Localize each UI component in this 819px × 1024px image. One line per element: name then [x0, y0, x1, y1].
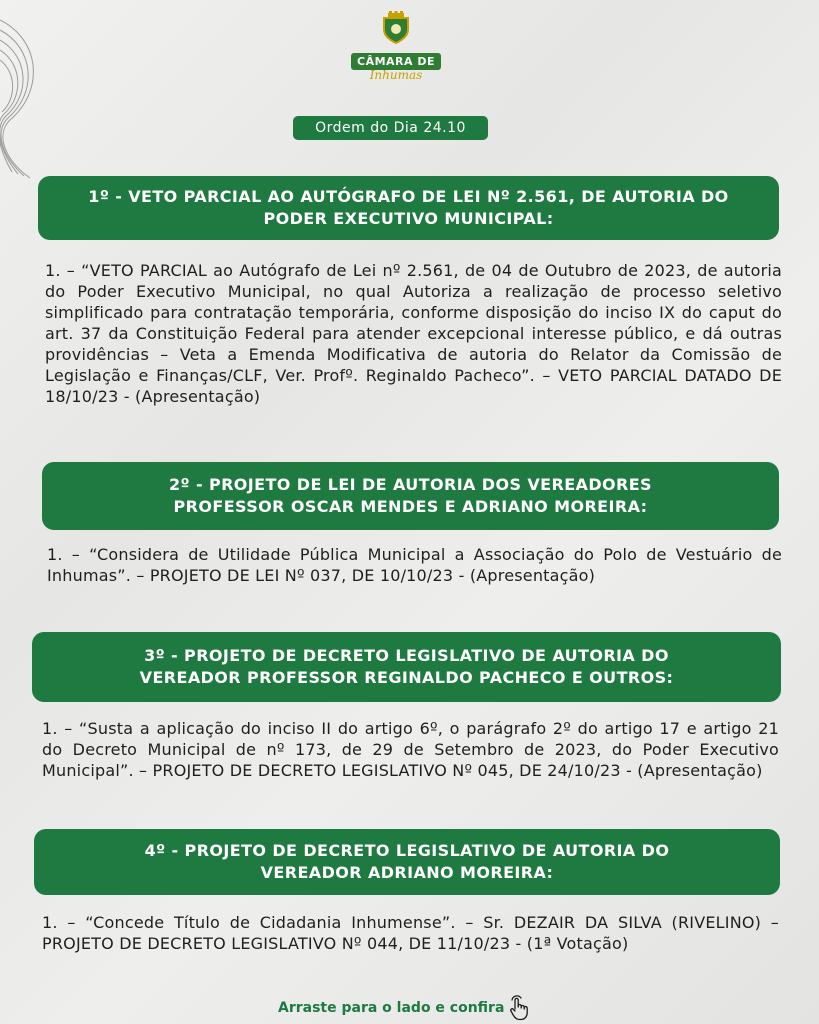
chamber-logo — [351, 10, 441, 82]
swipe-hint-text: Arraste para o lado e confira — [278, 1000, 505, 1016]
section-1-body: 1. – “VETO PARCIAL ao Autógrafo de Lei nº 2.561, de 04 de Outubro de 2023, de autoria do Poder Executivo Municipal, no qual Autoriza a realização de processo seletivo simplificado para contratação temporária, conforme disposição do inciso IX do caput do art. 37 da Constituição Federal para atender excepcional interesse público, e dá outras providências – Veta a Emenda Modificativa de autoria do Relator da Comissão de Legislação e Finanças/CLF, Ver. Profº. Reginaldo Pacheco”. – VETO PARCIAL DATADO DE 18/10/23 - (Apresentação) — [45, 261, 782, 406]
section-4-title-line2: VEREADOR ADRIANO MOREIRA: — [260, 863, 554, 882]
section-2-title-line2: PROFESSOR OSCAR MENDES E ADRIANO MOREIRA: — [173, 497, 648, 516]
logo-title: CÂMARA DE — [351, 53, 441, 70]
section-1-title-line1: 1º - VETO PARCIAL AO AUTÓGRAFO DE LEI Nº 2.561, DE AUTORIA DO — [88, 187, 729, 206]
decorative-swirl-lines — [0, 0, 60, 180]
section-2-heading — [42, 462, 779, 530]
section-3-title-line1: 3º - PROJETO DE DECRETO LEGISLATIVO DE AUTORIA DO — [144, 646, 669, 665]
swipe-hand-icon — [506, 995, 532, 1021]
section-3-body: 1. – “Susta a aplicação do inciso II do artigo 6º, o parágrafo 2º do artigo 17 e artigo 21 do Decreto Municipal de nº 173, de 29 de Setembro de 2023, do Poder Executivo Municipal”. – PROJETO DE DECRETO LEGISLATIVO Nº 045, DE 24/10/23 - (Apresentação) — [42, 719, 779, 780]
section-4-title-line1: 4º - PROJETO DE DECRETO LEGISLATIVO DE AUTORIA DO — [144, 841, 670, 860]
logo-subtitle: Inhumas — [369, 68, 423, 82]
section-1-heading — [38, 176, 779, 240]
section-3-heading — [32, 632, 781, 702]
section-4-body: 1. – “Concede Título de Cidadania Inhumense”. – Sr. DEZAIR DA SILVA (RIVELINO) – PROJETO DE DECRETO LEGISLATIVO Nº 044, DE 11/10/23 - (1ª Votação) — [42, 913, 779, 953]
section-2-title-line1: 2º - PROJETO DE LEI DE AUTORIA DOS VEREADORES — [169, 475, 652, 494]
agenda-date-label: Ordem do Dia 24.10 — [293, 116, 488, 140]
swipe-hint — [278, 995, 538, 1021]
section-2-body: 1. – “Considera de Utilidade Pública Municipal a Associação do Polo de Vestuário de Inhumas”. – PROJETO DE LEI Nº 037, DE 10/10/23 - (Apresentação) — [47, 545, 782, 585]
section-3-title-line2: VEREADOR PROFESSOR REGINALDO PACHECO E OUTROS: — [139, 668, 674, 687]
section-4-heading — [34, 829, 780, 895]
city-crest-icon — [378, 10, 414, 46]
section-1-title-line2: PODER EXECUTIVO MUNICIPAL: — [263, 209, 554, 228]
